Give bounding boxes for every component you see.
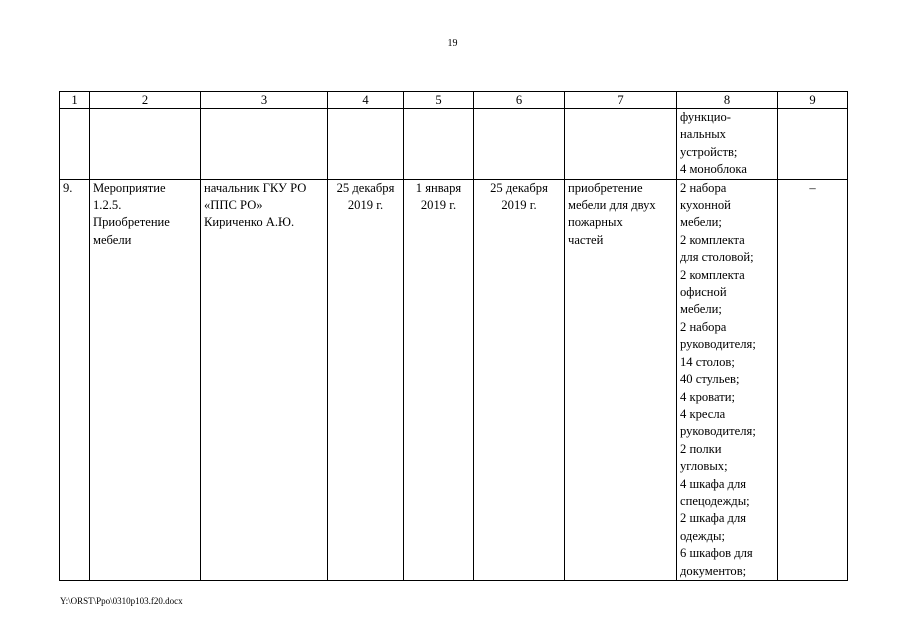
header-cell-3: 3 xyxy=(201,92,328,109)
table-row-9 xyxy=(60,179,848,580)
empty-cell xyxy=(201,109,328,180)
empty-cell xyxy=(328,109,404,180)
continuation-items-cell: функцио- нальных устройств; 4 моноблока xyxy=(677,109,778,180)
header-cell-5: 5 xyxy=(404,92,474,109)
responsible-cell: начальник ГКУ РО «ППС РО» Кириченко А.Ю. xyxy=(201,179,328,580)
empty-cell xyxy=(90,109,201,180)
col9-cell: – xyxy=(778,179,848,580)
page-number: 19 xyxy=(447,38,458,49)
header-cell-8: 8 xyxy=(677,92,778,109)
empty-cell xyxy=(474,109,565,180)
description-cell: приобретение мебели для двух пожарных частей xyxy=(565,179,677,580)
items-cell: 2 набора кухонной мебели; 2 комплекта для столовой; 2 комплекта офисной мебели; 2 набора руководителя; 14 столов; 40 стульев; 4 кровати; 4 кресла руководителя; 2 полки угловых; 4 шкафа для спецодежды; 2 шкафа для одежды; 6 шкафов для документов; xyxy=(677,179,778,580)
empty-cell xyxy=(404,109,474,180)
row-number-cell: 9. xyxy=(60,179,90,580)
header-cell-7: 7 xyxy=(565,92,677,109)
footer-file-path: Y:\ORST\Ppo\0310p103.f20.docx xyxy=(60,596,183,606)
table-row-continuation xyxy=(60,109,848,180)
program-table xyxy=(59,91,848,581)
header-cell-9: 9 xyxy=(778,92,848,109)
header-cell-6: 6 xyxy=(474,92,565,109)
header-cell-4: 4 xyxy=(328,92,404,109)
empty-cell xyxy=(778,109,848,180)
date-col5-cell: 1 января 2019 г. xyxy=(404,179,474,580)
header-cell-2: 2 xyxy=(90,92,201,109)
header-row xyxy=(60,92,848,109)
empty-cell xyxy=(565,109,677,180)
end-date-cell: 25 декабря 2019 г. xyxy=(474,179,565,580)
header-cell-1: 1 xyxy=(60,92,90,109)
event-cell: Мероприятие 1.2.5. Приобретение мебели xyxy=(90,179,201,580)
start-date-cell: 25 декабря 2019 г. xyxy=(328,179,404,580)
empty-cell xyxy=(60,109,90,180)
